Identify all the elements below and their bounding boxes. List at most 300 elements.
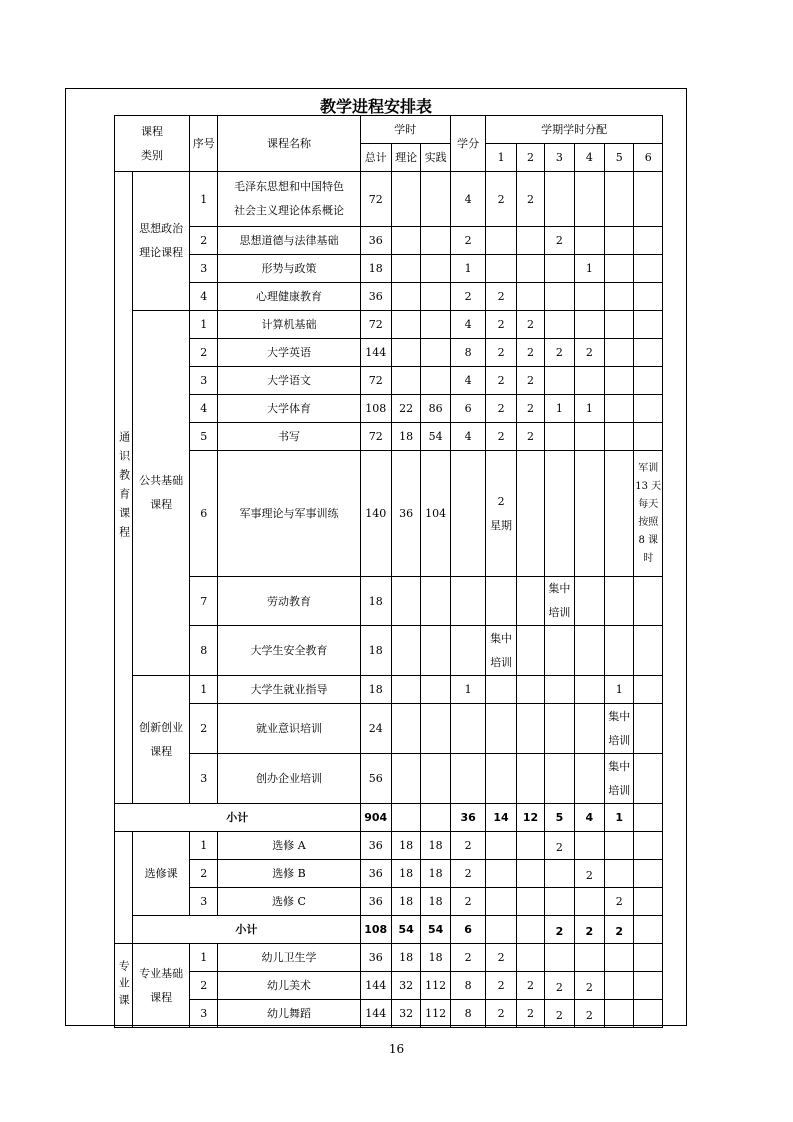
cell-theory xyxy=(391,577,420,626)
cell-seq: 1 xyxy=(190,311,218,339)
cell-sem-2 xyxy=(516,577,544,626)
cell-name-line2: 社会主义理论体系概论 xyxy=(233,204,344,217)
cell-theory xyxy=(391,283,420,311)
header-sem-3: 3 xyxy=(545,144,574,172)
cell-sem-4: 2 xyxy=(574,1000,604,1028)
cell-sem-6 xyxy=(634,916,663,944)
cell-sem-3: 2 xyxy=(545,1000,574,1028)
header-sem-4: 4 xyxy=(574,144,604,172)
cell-practice xyxy=(421,311,450,339)
cell-sem-4 xyxy=(574,311,604,339)
cell-seq: 5 xyxy=(190,423,218,451)
schedule-table xyxy=(114,115,663,1028)
cell-sem-3: 2 xyxy=(545,339,574,367)
table-row xyxy=(115,676,663,704)
cell-sem-3 xyxy=(545,626,574,676)
cell-seq: 2 xyxy=(190,227,218,255)
cell-seq: 6 xyxy=(190,451,218,577)
cell-practice xyxy=(421,704,450,754)
cell-sem-1 xyxy=(486,577,516,626)
table-row xyxy=(115,972,663,1000)
header-semesters: 学期学时分配 xyxy=(486,116,663,144)
cell-seq: 1 xyxy=(190,676,218,704)
cell-seq: 2 xyxy=(190,972,218,1000)
cell-sem-1: 14 xyxy=(486,804,516,832)
cell-sem-1: 2 xyxy=(486,1000,516,1028)
table-row xyxy=(115,367,663,395)
cell-practice: 104 xyxy=(421,451,450,577)
cell-credits xyxy=(450,704,486,754)
cell-total: 24 xyxy=(360,704,391,754)
cell-sem-1 xyxy=(486,255,516,283)
cell-total: 36 xyxy=(360,832,391,860)
group-public-basic xyxy=(133,311,190,676)
cell-credits: 8 xyxy=(450,1000,486,1028)
cell-credits: 2 xyxy=(450,860,486,888)
cell-sem-3 xyxy=(545,577,574,626)
cell-sem-6-line3: 每天 xyxy=(638,498,659,510)
cell-credits: 4 xyxy=(450,311,486,339)
cell-practice xyxy=(421,804,450,832)
group-professional xyxy=(115,944,133,1028)
cell-name: 大学英语 xyxy=(218,339,360,367)
table-row xyxy=(115,888,663,916)
table-title: 教学进程安排表 xyxy=(319,97,432,116)
cell-sem-1-line1: 集中 xyxy=(490,631,513,645)
cell-sem-1 xyxy=(486,754,516,804)
cell-sem-5 xyxy=(605,704,634,754)
cell-practice: 18 xyxy=(421,944,450,972)
cell-sem-5 xyxy=(605,423,634,451)
cell-credits: 4 xyxy=(450,367,486,395)
cell-sem-4 xyxy=(574,577,604,626)
table-row xyxy=(115,944,663,972)
cell-sem-2 xyxy=(516,451,544,577)
cell-practice xyxy=(421,339,450,367)
group-ideology xyxy=(133,172,190,311)
cell-credits: 6 xyxy=(450,395,486,423)
cell-sem-6-line5: 8 课 xyxy=(638,534,658,546)
cell-theory xyxy=(391,255,420,283)
cell-credits xyxy=(450,451,486,577)
cell-sem-6-line1: 军训 xyxy=(638,462,659,474)
cell-sem-6 xyxy=(634,676,663,704)
group-innovation-line2: 课程 xyxy=(150,744,173,758)
cell-sem-4: 2 xyxy=(574,972,604,1000)
cell-theory: 18 xyxy=(391,944,420,972)
cell-total: 36 xyxy=(360,283,391,311)
cell-sem-4: 1 xyxy=(574,255,604,283)
cell-sem-4 xyxy=(574,832,604,860)
cell-sem-2 xyxy=(516,255,544,283)
cell-sem-4 xyxy=(574,451,604,577)
cell-practice: 54 xyxy=(421,916,450,944)
cell-sem-5 xyxy=(605,860,634,888)
cell-sem-5 xyxy=(605,944,634,972)
cell-total: 36 xyxy=(360,227,391,255)
cell-sem-3 xyxy=(545,888,574,916)
cell-theory xyxy=(391,754,420,804)
table-row xyxy=(115,451,663,577)
cell-sem-2 xyxy=(516,860,544,888)
cell-sem-5 xyxy=(605,283,634,311)
cell-theory xyxy=(391,804,420,832)
cell-practice xyxy=(421,754,450,804)
cell-sem-6 xyxy=(634,423,663,451)
cell-practice xyxy=(421,676,450,704)
header-practice: 实践 xyxy=(421,144,450,172)
cell-sem-4 xyxy=(574,626,604,676)
group-elective: 选修课 xyxy=(133,832,190,916)
cell-credits xyxy=(450,626,486,676)
cell-practice: 18 xyxy=(421,860,450,888)
cell-seq: 3 xyxy=(190,367,218,395)
cell-sem-2 xyxy=(516,626,544,676)
cell-name: 大学语文 xyxy=(218,367,360,395)
cell-sem-5 xyxy=(605,626,634,676)
header-total: 总计 xyxy=(360,144,391,172)
cell-sem-2: 2 xyxy=(516,367,544,395)
cell-name: 创办企业培训 xyxy=(218,754,360,804)
cell-total: 72 xyxy=(360,423,391,451)
cell-sem-3 xyxy=(545,704,574,754)
cell-theory xyxy=(391,704,420,754)
cell-sem-1-line2: 星期 xyxy=(490,518,513,532)
cell-seq: 4 xyxy=(190,395,218,423)
table-row xyxy=(115,339,663,367)
cell-seq: 1 xyxy=(190,944,218,972)
cell-name-line1: 毛泽东思想和中国特色 xyxy=(233,180,344,193)
header-sem-2: 2 xyxy=(516,144,544,172)
cell-sem-6 xyxy=(634,704,663,754)
cell-seq: 2 xyxy=(190,339,218,367)
cell-sem-3-line1: 集中 xyxy=(548,582,571,595)
cell-sem-1-line2: 培训 xyxy=(490,655,513,669)
cell-theory: 18 xyxy=(391,888,420,916)
cell-sem-6 xyxy=(634,832,663,860)
cell-theory xyxy=(391,626,420,676)
cell-sem-1 xyxy=(486,227,516,255)
table-row xyxy=(115,754,663,804)
cell-seq: 1 xyxy=(190,832,218,860)
table-row xyxy=(115,1000,663,1028)
cell-sem-4: 2 xyxy=(574,339,604,367)
cell-credits: 2 xyxy=(450,832,486,860)
cell-sem-6-line2: 13 天 xyxy=(635,480,662,492)
cell-sem-5 xyxy=(605,227,634,255)
cell-sem-6 xyxy=(634,395,663,423)
header-name: 课程名称 xyxy=(218,116,360,172)
cell-sem-1: 2 xyxy=(486,944,516,972)
cell-sem-3 xyxy=(545,311,574,339)
cell-seq: 2 xyxy=(190,704,218,754)
cell-total: 72 xyxy=(360,172,391,227)
cell-name: 大学生安全教育 xyxy=(218,626,360,676)
cell-sem-4 xyxy=(574,367,604,395)
cell-sem-6 xyxy=(634,626,663,676)
cell-sem-4 xyxy=(574,888,604,916)
cell-sem-6 xyxy=(634,311,663,339)
cell-name: 大学生就业指导 xyxy=(218,676,360,704)
cell-credits: 1 xyxy=(450,255,486,283)
cell-sem-3 xyxy=(545,255,574,283)
cell-sem-4 xyxy=(574,944,604,972)
cell-credits: 1 xyxy=(450,676,486,704)
cell-sem-3: 2 xyxy=(545,916,574,944)
cell-sem-4 xyxy=(574,676,604,704)
cell-sem-3 xyxy=(545,860,574,888)
cell-practice: 112 xyxy=(421,972,450,1000)
subtotal-row xyxy=(115,804,663,832)
table-row xyxy=(115,704,663,754)
cell-seq: 3 xyxy=(190,754,218,804)
cell-sem-5: 1 xyxy=(605,676,634,704)
cell-theory xyxy=(391,339,420,367)
cell-name: 军事理论与军事训练 xyxy=(218,451,360,577)
subtotal-label: 小计 xyxy=(115,804,361,832)
header-sem-6: 6 xyxy=(634,144,663,172)
cell-sem-6 xyxy=(634,255,663,283)
cell-sem-1 xyxy=(486,860,516,888)
cell-credits xyxy=(450,754,486,804)
cell-sem-2 xyxy=(516,704,544,754)
cell-sem-5 xyxy=(605,451,634,577)
cell-sem-5 xyxy=(605,172,634,227)
cell-sem-1-line1: 2 xyxy=(497,494,505,508)
cell-sem-2 xyxy=(516,888,544,916)
cell-sem-3 xyxy=(545,423,574,451)
cell-sem-3-line2: 培训 xyxy=(548,606,571,619)
table-row xyxy=(115,227,663,255)
cell-sem-5 xyxy=(605,367,634,395)
cell-sem-6-line4: 按照 xyxy=(638,516,659,528)
cell-sem-2 xyxy=(516,227,544,255)
cell-sem-5 xyxy=(605,972,634,1000)
cell-credits: 6 xyxy=(450,916,486,944)
cell-sem-1: 2 xyxy=(486,423,516,451)
cell-sem-5 xyxy=(605,395,634,423)
cell-sem-1: 2 xyxy=(486,283,516,311)
cell-sem-2: 2 xyxy=(516,395,544,423)
cell-seq: 3 xyxy=(190,255,218,283)
cell-theory: 54 xyxy=(391,916,420,944)
cell-total: 144 xyxy=(360,339,391,367)
cell-sem-6 xyxy=(634,577,663,626)
cell-sem-4 xyxy=(574,423,604,451)
cell-practice xyxy=(421,255,450,283)
cell-sem-3 xyxy=(545,367,574,395)
cell-sem-3: 5 xyxy=(545,804,574,832)
cell-sem-4 xyxy=(574,754,604,804)
cell-sem-1 xyxy=(486,888,516,916)
cell-practice: 18 xyxy=(421,888,450,916)
cell-seq: 2 xyxy=(190,860,218,888)
cell-sem-5: 2 xyxy=(605,916,634,944)
cell-total: 72 xyxy=(360,311,391,339)
cell-credits: 2 xyxy=(450,227,486,255)
cell-total: 36 xyxy=(360,944,391,972)
page-number: 16 xyxy=(388,1042,405,1056)
cell-seq: 3 xyxy=(190,888,218,916)
header-category xyxy=(115,116,190,172)
cell-sem-5 xyxy=(605,311,634,339)
cell-total: 144 xyxy=(360,1000,391,1028)
cell-sem-2 xyxy=(516,916,544,944)
cell-sem-6 xyxy=(634,754,663,804)
group-ideology-line1: 思想政治 xyxy=(139,222,184,235)
cell-name: 选修 A xyxy=(218,832,360,860)
cell-sem-3 xyxy=(545,283,574,311)
cell-sem-5-line2: 培训 xyxy=(608,733,631,747)
group-prof-basic-line2: 课程 xyxy=(150,990,173,1004)
group-general xyxy=(115,172,133,804)
cell-sem-3 xyxy=(545,451,574,577)
cell-sem-3: 2 xyxy=(545,972,574,1000)
cell-practice: 86 xyxy=(421,395,450,423)
cell-sem-6 xyxy=(634,451,663,577)
cell-theory: 18 xyxy=(391,832,420,860)
cell-sem-5-line2: 培训 xyxy=(608,783,631,797)
cell-sem-1: 2 xyxy=(486,367,516,395)
cell-credits: 4 xyxy=(450,172,486,227)
cell-sem-2 xyxy=(516,283,544,311)
cell-practice: 18 xyxy=(421,832,450,860)
cell-practice xyxy=(421,227,450,255)
cell-sem-5-line1: 集中 xyxy=(608,709,631,723)
cell-sem-6 xyxy=(634,227,663,255)
group-public-basic-line2: 课程 xyxy=(150,498,173,511)
cell-total: 56 xyxy=(360,754,391,804)
cell-sem-6 xyxy=(634,944,663,972)
header-hours: 学时 xyxy=(360,116,450,144)
cell-sem-5 xyxy=(605,577,634,626)
cell-total: 18 xyxy=(360,577,391,626)
header-theory: 理论 xyxy=(391,144,420,172)
cell-practice: 112 xyxy=(421,1000,450,1028)
cell-sem-6 xyxy=(634,888,663,916)
cell-sem-6 xyxy=(634,283,663,311)
cell-sem-3 xyxy=(545,754,574,804)
cell-sem-1 xyxy=(486,832,516,860)
cell-sem-1 xyxy=(486,626,516,676)
cell-sem-1 xyxy=(486,704,516,754)
cell-sem-4: 1 xyxy=(574,395,604,423)
cell-sem-2: 12 xyxy=(516,804,544,832)
cell-theory xyxy=(391,367,420,395)
cell-theory: 32 xyxy=(391,972,420,1000)
cell-sem-2: 2 xyxy=(516,172,544,227)
cell-credits: 36 xyxy=(450,804,486,832)
cell-total: 36 xyxy=(360,860,391,888)
cell-sem-5 xyxy=(605,339,634,367)
cell-name: 选修 B xyxy=(218,860,360,888)
cell-credits: 8 xyxy=(450,339,486,367)
cell-practice xyxy=(421,283,450,311)
subtotal-row xyxy=(115,916,663,944)
subtotal-label: 小计 xyxy=(133,916,360,944)
cell-name: 思想道德与法律基础 xyxy=(218,227,360,255)
table-row xyxy=(115,832,663,860)
table-row xyxy=(115,860,663,888)
cell-theory xyxy=(391,311,420,339)
cell-seq: 4 xyxy=(190,283,218,311)
cell-sem-5 xyxy=(605,832,634,860)
group-prof-basic xyxy=(133,944,190,1028)
cell-sem-4: 4 xyxy=(574,804,604,832)
cell-sem-2 xyxy=(516,676,544,704)
cell-sem-1: 2 xyxy=(486,172,516,227)
cell-sem-2: 2 xyxy=(516,1000,544,1028)
table-row xyxy=(115,577,663,626)
cell-total: 72 xyxy=(360,367,391,395)
group-prof-basic-line1: 专业基础 xyxy=(139,966,184,980)
table-row xyxy=(115,423,663,451)
cell-total: 108 xyxy=(360,395,391,423)
header-credits: 学分 xyxy=(450,116,486,172)
cell-sem-4 xyxy=(574,283,604,311)
header-category-line2: 类别 xyxy=(141,148,164,162)
group-general-cont xyxy=(115,832,133,944)
cell-sem-2: 2 xyxy=(516,311,544,339)
cell-sem-1: 2 xyxy=(486,311,516,339)
cell-sem-3 xyxy=(545,172,574,227)
table-row xyxy=(115,395,663,423)
cell-practice xyxy=(421,626,450,676)
cell-name: 计算机基础 xyxy=(218,311,360,339)
cell-credits: 4 xyxy=(450,423,486,451)
cell-sem-6-line6: 时 xyxy=(643,552,654,564)
cell-name: 幼儿卫生学 xyxy=(218,944,360,972)
table-row xyxy=(115,311,663,339)
cell-theory: 22 xyxy=(391,395,420,423)
cell-name: 幼儿美术 xyxy=(218,972,360,1000)
cell-name: 劳动教育 xyxy=(218,577,360,626)
cell-sem-3 xyxy=(545,676,574,704)
cell-sem-5-line1: 集中 xyxy=(608,759,631,773)
cell-sem-6 xyxy=(634,860,663,888)
cell-sem-2 xyxy=(516,832,544,860)
cell-total: 36 xyxy=(360,888,391,916)
cell-theory xyxy=(391,676,420,704)
cell-sem-1: 2 xyxy=(486,339,516,367)
cell-seq: 7 xyxy=(190,577,218,626)
group-ideology-line2: 理论课程 xyxy=(139,246,184,259)
table-row xyxy=(115,172,663,227)
cell-sem-4 xyxy=(574,172,604,227)
cell-sem-4 xyxy=(574,704,604,754)
cell-sem-1 xyxy=(486,451,516,577)
cell-total: 140 xyxy=(360,451,391,577)
cell-practice: 54 xyxy=(421,423,450,451)
cell-theory: 36 xyxy=(391,451,420,577)
header-sem-5: 5 xyxy=(605,144,634,172)
cell-credits: 2 xyxy=(450,944,486,972)
header-sem-1: 1 xyxy=(486,144,516,172)
cell-seq: 3 xyxy=(190,1000,218,1028)
cell-sem-1 xyxy=(486,916,516,944)
group-public-basic-line1: 公共基础 xyxy=(139,474,184,487)
cell-sem-2 xyxy=(516,944,544,972)
cell-total: 144 xyxy=(360,972,391,1000)
cell-sem-3: 2 xyxy=(545,832,574,860)
cell-sem-4 xyxy=(574,227,604,255)
cell-name: 心理健康教育 xyxy=(218,283,360,311)
group-innovation xyxy=(133,676,190,804)
cell-credits: 2 xyxy=(450,888,486,916)
cell-theory xyxy=(391,172,420,227)
cell-total: 904 xyxy=(360,804,391,832)
cell-total: 18 xyxy=(360,626,391,676)
